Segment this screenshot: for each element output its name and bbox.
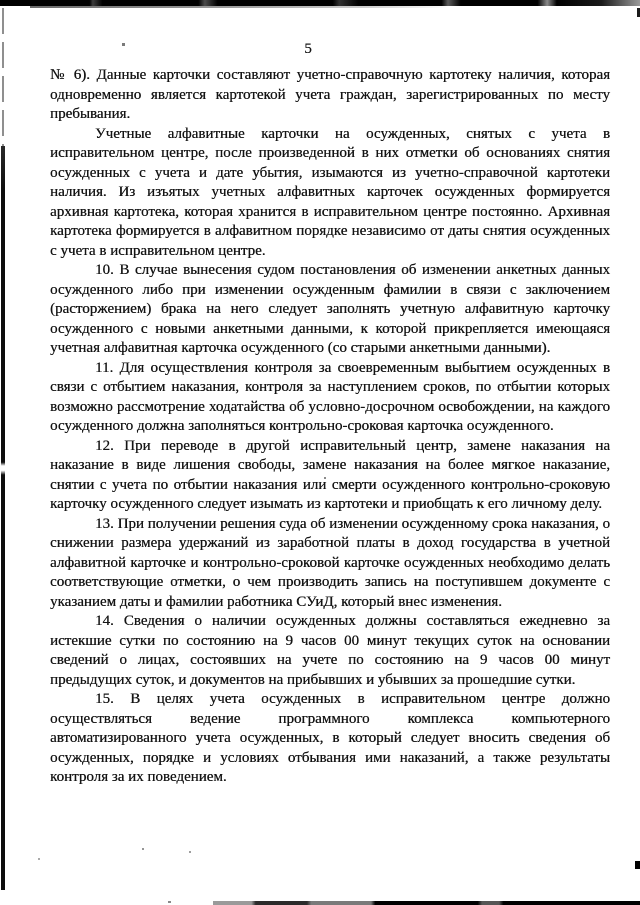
scan-artifact-right-mark (635, 861, 640, 869)
scan-speck (189, 851, 191, 853)
scan-artifact-left-edge-light (2, 8, 4, 146)
paragraph-item-14: 14. Сведения о наличии осужденных должны составляться ежедневно за истекшие сутки по состоянию на 9 часов 00 минут текущих суток на основании сведений о лицах, состоявших на учете по состоянию на 9 часов 00 минут предыдущих суток, и документов на прибывших и убывших за прошедшие сутки. (50, 613, 610, 688)
paragraph-item-11: 11. Для осуществления контроля за своевременным выбытием осужденных в связи с отбытием наказания, контроля за наступлением сроков, по отбытии которых возможно рассмотрение ходатайства об условно-досрочном освобождении, на каждого осужденного должна заполняться контрольно-сроковая карточка осужденного. (50, 359, 610, 434)
scan-artifact-top-edge-shadow (30, 6, 450, 8)
paragraph-continuation: № 6). Данные карточки составляют учетно-справочную картотеку наличия, которая одновременно является картотекой учета граждан, зарегистрированных по месту пребывания. (50, 67, 610, 122)
paragraph-cards-archive: Учетные алфавитные карточки на осужденных, снятых с учета в исправительном центре, после произведенной в них отметки об основаниях снятия осужденных с учета и дате убытия, изымаются из учетно-справочной картотеки наличия. Из изъятых учетных алфавитных карточек осужденных формируется архивная картотека, которая хранится в исправительном центре постоянно. Архивная картотека формируется в алфавитном порядке независимо от даты снятия осужденных с учета в исправительном центре. (50, 125, 610, 259)
scan-speck (168, 901, 171, 903)
paragraph-item-10: 10. В случае вынесения судом постановления об изменении анкетных данных осужденного либо при изменении осужденным фамилии в связи с заключением (расторжением) брака на него следует заполнять учетную алфавитную карточку осужденного с новыми анкетными данными, к которой прикрепляется имеющаяся учетная алфавитная карточка осужденного (со старыми анкетными данными). (50, 262, 610, 356)
scan-speck (142, 848, 144, 850)
paragraph-item-12: 12. При переводе в другой исправительный центр, замене наказания на наказание в виде лишения свободы, замене наказания на более мягкое наказание, снятии с учета по отбытии наказания или смерти осужденного контрольно-сроковую карточку осужденного следует изымать из картотеки и приобщать к его личному делу. (50, 437, 610, 512)
scan-artifact-left-edge (1, 146, 5, 890)
paragraph-item-13: 13. При получении решения суда об изменении осужденному срока наказания, о снижении размера удержаний из заработной платы в доход государства в учетной алфавитной карточке и контрольно-сроковой карточке осужденных необходимо делать соответствующие отметки, о чем производить запись на поступившем документе с указанием даты и фамилии работника СУиД, который внес изменения. (50, 515, 610, 610)
document-body (50, 66, 610, 788)
paragraph-item-15: 15. В целях учета осужденных в исправительном центре должно осуществляться ведение программного комплекса компьютерного автоматизированного учета осужденных, в который следует вносить сведения об осужденных, порядке и условиях отбывания ими наказаний, а также результаты контроля за их поведением. (50, 691, 610, 785)
page-number: 5 (304, 41, 312, 57)
scan-artifact-bottom-edge (213, 901, 640, 905)
scan-speck (38, 858, 40, 860)
